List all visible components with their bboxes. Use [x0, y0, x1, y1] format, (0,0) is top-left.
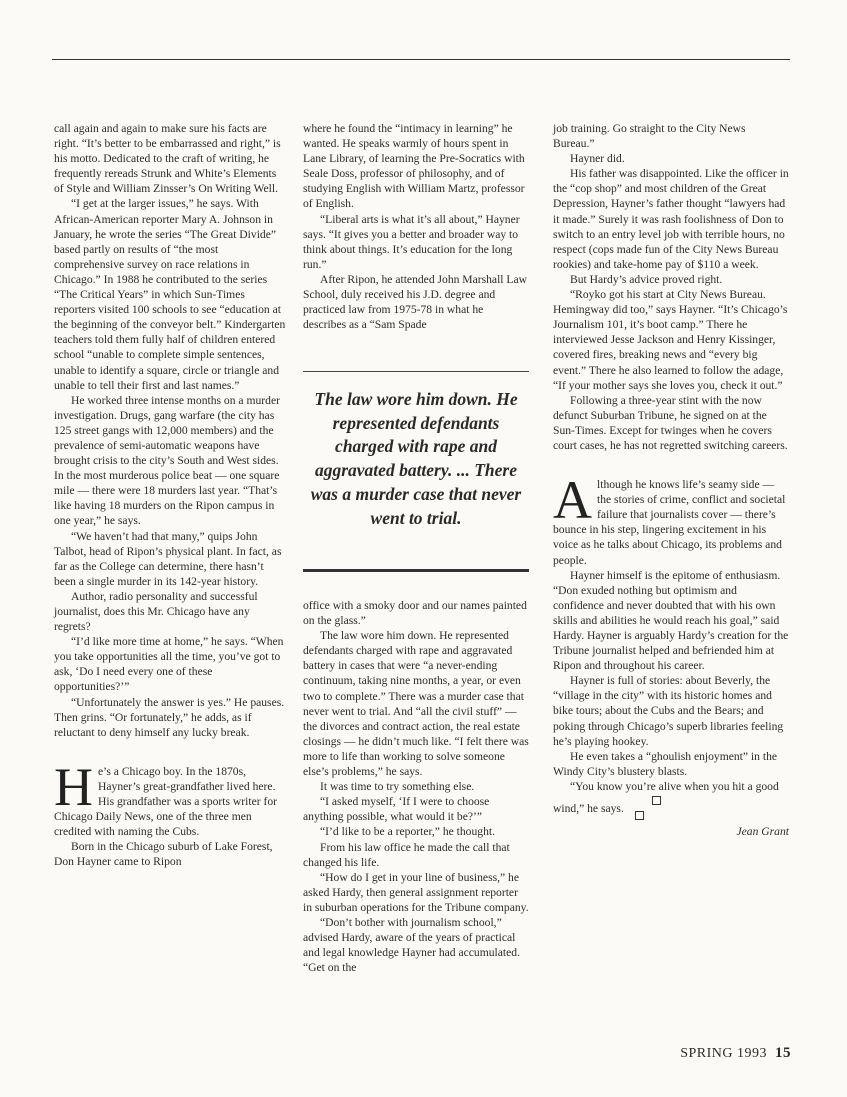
drop-cap-letter: A [553, 470, 592, 531]
article-column-1 [54, 121, 287, 870]
paragraph: Hayner is full of stories: about Beverly, the “village in the city” with its historic homes and bike tours; about the Cubs and the Bears; and poking through Chicago’s superb libraries feeling he’s playing hookey. [553, 674, 784, 748]
paragraph: He even takes a “ghoulish enjoyment” in the Windy City’s blustery blasts. [553, 749, 778, 778]
paragraph: Born in the Chicago suburb of Lake Forest, Don Hayner came to Ripon [54, 840, 273, 869]
pullquote-rule-top [303, 371, 529, 372]
end-mark-icon [634, 794, 654, 824]
top-rule [52, 59, 790, 60]
paragraph: The law wore him down. He represented defendants charged with rape and aggravated battery in cases that were “a never-ending continuum, taking nine months, a year, or even two to complete.” There was a murder case that never went to trial. And “all the civil stuff” — the divorces and contract action, the real estate closings — he didn’t much like. “I felt there was more to life than working to solve someone else’s problems,” he says. [303, 629, 529, 779]
paragraph: Author, radio personality and successful journalist, does this Mr. Chicago have any regrets? [54, 589, 258, 634]
paragraph-text: e’s a Chicago boy. In the 1870s, Hayner’s great-grandfather lived here. His grandfather was a sports writer for Chicago Daily News, one of the three men credited with naming the Cubs. [54, 764, 278, 839]
paragraph-text: “You know you’re alive when you hit a good wind,” he says. [553, 779, 779, 815]
paragraph: office with a smoky door and our names painted on the glass.” [303, 599, 527, 628]
paragraph: It was time to try something else. [320, 780, 475, 794]
paragraph: “I’d like to be a reporter,” he thought. [320, 825, 495, 839]
section-break-a [553, 470, 789, 568]
paragraph: where he found the “intimacy in learning” he wanted. He speaks warmly of hours spent in Lane Library, of learning the Pre-Socratics with Seale Doss, professor of philosophy, and of studying English with William Martz, professor of English. [303, 122, 525, 211]
paragraph: Following a three-year stint with the now defunct Suburban Tribune, he signed on at the Sun-Times. Except for twinges when he covers court cases, he has not regretted switching careers. [553, 393, 788, 452]
paragraph: “Don’t bother with journalism school,” advised Hardy, aware of the years of practical and legal knowledge Hayner had accumulated. “Get on the [303, 915, 520, 975]
paragraph: “Royko got his start at City News Bureau. Hemingway did too,” says Hayner. “It’s Chicago’s Journalism 101, it’s boot camp.” There he interviewed Jesse Jackson and Henry Kissinger, covered fires, breaking news and “every big event.” There he also learned to follow the adage, “If your mother says she loves you, check it out.” [553, 288, 788, 392]
pull-quote: The law wore him down. He represented defendants charged with rape and aggravated battery. ... There was a murder case that never went to trial. [310, 389, 522, 528]
paragraph: “I asked myself, ‘If I were to choose anything possible, what would it be?’” [303, 795, 490, 824]
paragraph: But Hardy’s advice proved right. [570, 272, 723, 286]
paragraph: “I’d like more time at home,” he says. “When you take opportunities all the time, you’ve got to ask, ‘Do I need every one of these opportunities?’” [54, 635, 284, 694]
paragraph-text: lthough he knows life’s seamy side — the stories of crime, conflict and societal failure that journalists cover — there’s bounce in his step, lingering excitement in his voice as he talks about Chicago, its problems and people. [553, 478, 786, 567]
byline: Jean Grant [736, 825, 789, 839]
paragraph: He worked three intense months on a murder investigation. Drugs, gang warfare (the city has 125 street gangs with 12,000 members) and the prevalence of semi-automatic weapons have brought crisis to the city’s South and West sides. In the most murderous police beat — one square mile — there were 18 murders last year. “That’s like having 18 murders on the Ripon campus in one year,” he says. [54, 393, 280, 528]
paragraph-last [553, 779, 789, 824]
paragraph: His father was disappointed. Like the officer in the “cop shop” and most children of the Great Depression, Hayner’s father thought “lawyers had it made.” Surely it was rash foolishness of Don to switch to an entry level job with terrible hours, no respect (cops made fun of the City News Bureau rookies) and take-home pay of $110 a week. [553, 167, 789, 271]
pullquote-rule-bottom [303, 569, 529, 572]
article-column-2-bottom [303, 598, 529, 975]
section-break-h [54, 756, 287, 839]
paragraph: “Unfortunately the answer is yes.” He pauses. Then grins. “Or fortunately,” he adds, as if reluctant to deny himself any lucky break. [54, 695, 285, 739]
paragraph: call again and again to make sure his facts are right. “It’s better to be embarrassed and right,” is his motto. Dedicated to the craft of writing, he frequently rereads Strunk and White’s Elements of Style and William Zinsser’s On Writing Well. [54, 122, 281, 196]
article-column-2-top [303, 121, 529, 332]
paragraph: “We haven’t had that many,” quips John Talbot, head of Ripon’s physical plant. In fact, as far as the College can determine, there hasn’t been a single murder in its 142-year history. [54, 529, 282, 588]
paragraph: From his law office he made the call that changed his life. [303, 840, 510, 869]
paragraph: Hayner did. [570, 152, 625, 166]
paragraph: “How do I get in your line of business,” he asked Hardy, then general assignment reporter in suburban operations for the Tribune company. [303, 870, 529, 914]
paragraph: After Ripon, he attended John Marshall Law School, duly received his J.D. degree and practiced law from 1975-78 in what he describes as a “Sam Spade [303, 272, 528, 332]
paragraph-dropcap [54, 756, 287, 839]
page-footer [680, 1045, 791, 1062]
paragraph: “I get at the larger issues,” he says. With African-American reporter Mary A. Johnson in January, he wrote the series “The Great Divide” based partly on results of “the most comprehensive survey on race relations in Chicago.” In 1988 he contributed to the series “The Critical Years” in which Sun-Times reporters visited 100 schools to see “education at the beginning of the conveyor belt.” Kindergarten teachers told them fully half of children entered school “unable to complete simple sentences, unable to identify a square, circle or triangle and unable to tell their first and last names.” [54, 197, 286, 392]
article-column-3 [553, 121, 789, 839]
issue-label: SPRING 1993 [680, 1046, 767, 1061]
paragraph: “Liberal arts is what it’s all about,” Hayner says. “It gives you a better and broader way to think about things. It’s education for the long run.” [303, 212, 520, 271]
paragraph: job training. Go straight to the City News Bureau.” [553, 122, 746, 151]
page-number: 15 [775, 1045, 791, 1061]
drop-cap-letter: H [54, 756, 93, 817]
paragraph-dropcap [553, 470, 789, 568]
paragraph: Hayner himself is the epitome of enthusiasm. “Don exuded nothing but optimism and confidence and never doubted that with his own skills and abilities he would reach his goal,” said Hardy. Hayner is arguably Hardy’s creation for the Tribune journalist helped and befriended him at Ripon and throughout his career. [553, 568, 789, 673]
